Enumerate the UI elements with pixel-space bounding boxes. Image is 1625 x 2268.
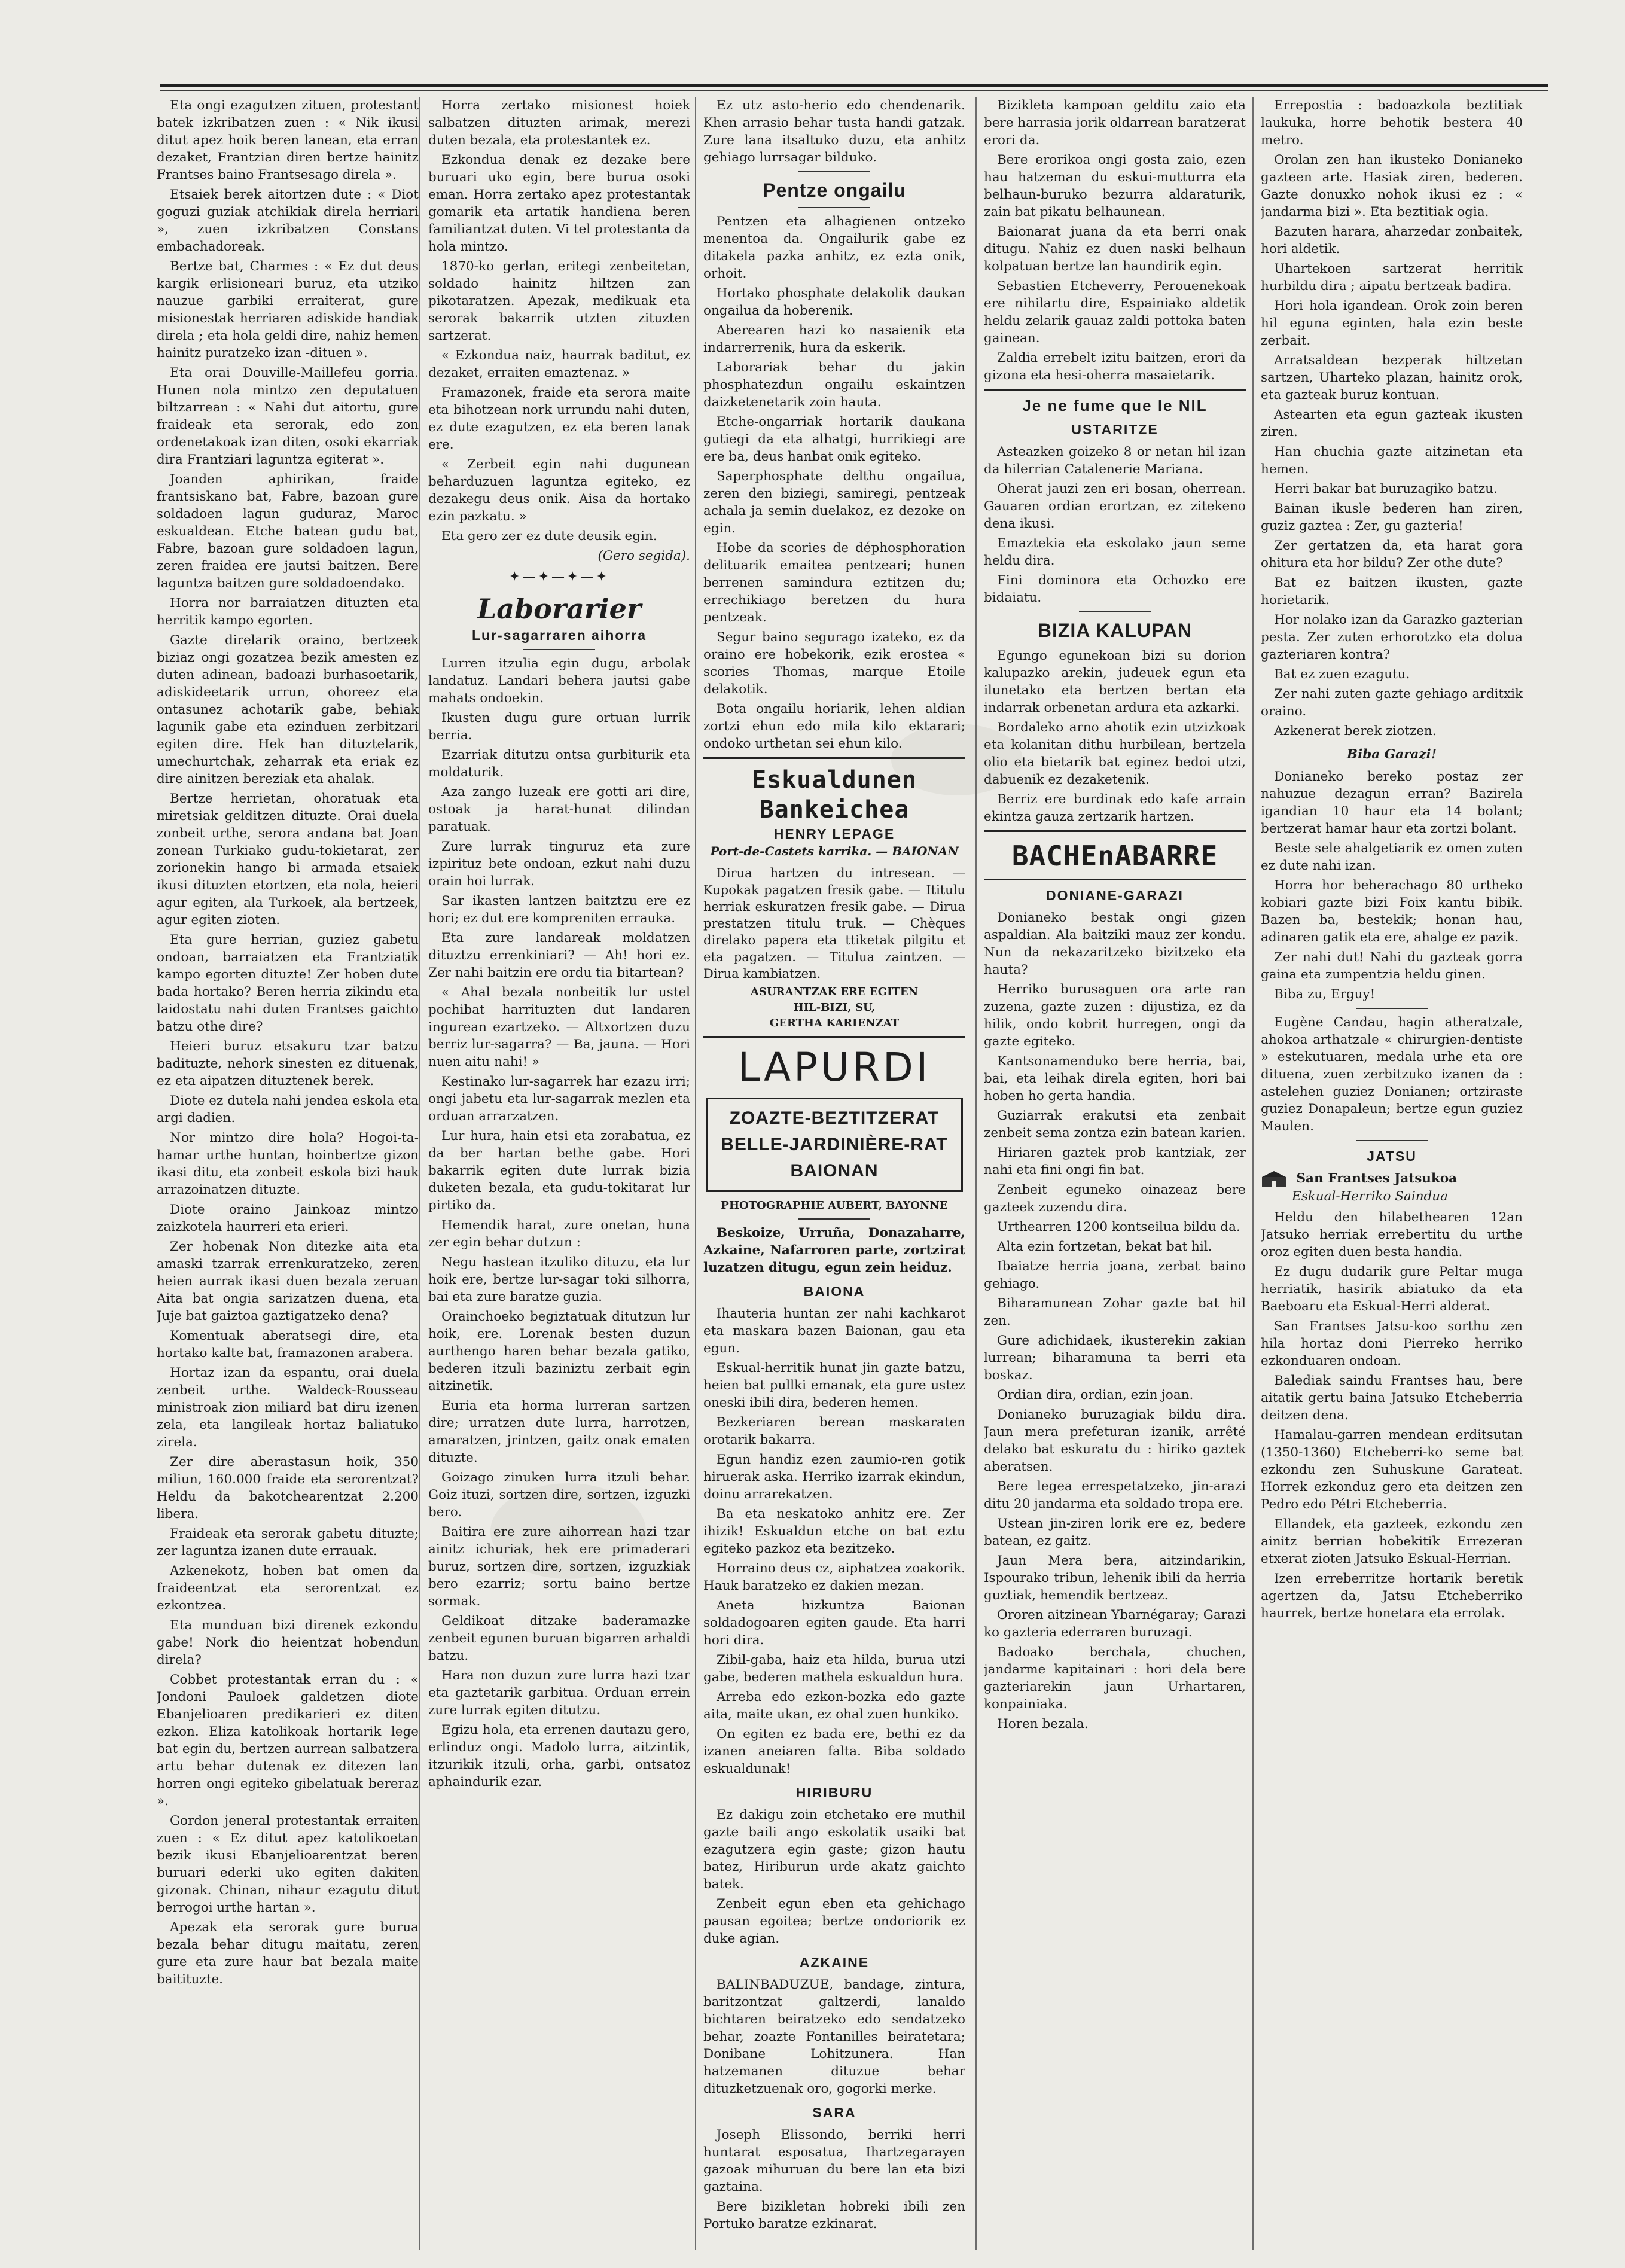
rule	[798, 1218, 870, 1220]
paragraph: Apezak eta serorak gure burua bezala behar ditugu maitatu, zeren gure eta zure haur bat bezala maite baitituzte.	[157, 1920, 419, 1987]
paragraph: Hori hola igandean. Orok zoin beren hil eguna eginten, hala ezin beste zerbait.	[1261, 298, 1523, 348]
baiona-article	[703, 1305, 965, 1778]
paragraph: Hamalau-garren mendean erditsutan (1350-1360) Etcheberri-ko seme bat ezkondu zen Suhuskune Garateat. Horrek ezkonduz gero eta deitzen zen Pedro edo Pétri Etcheberria.	[1261, 1428, 1523, 1512]
bank-footer-2: HIL-BIZI, SU,	[793, 1001, 876, 1014]
column-5-top	[1261, 97, 1523, 740]
rule	[1356, 1008, 1428, 1009]
column-1-text	[157, 97, 419, 1988]
paragraph: Framazonek, fraide eta serora maite eta bihotzean nork urrundu nahi duten, ez dute ezagutzen, ez eta beren lanak ere.	[428, 385, 690, 452]
paragraph: Ellandek, eta gazteek, ezkondu zen ainitz berrian hobekitik Errezeran etxerat zioten Jatsuko Eskual-Herrian.	[1261, 1517, 1523, 1566]
candau-notice: Eugène Candau, hagin atheratzale, ahokoa arthatzale « chirurgien-dentiste » estekutuaren, medala urhe eta ore dituena, zuen zerbitzuko izanen da : astelehen guziez Donianen; ortziraste guziez Donapaleun; bertze egun guziez Maulen.	[1261, 1015, 1523, 1134]
sara-title: SARA	[812, 2105, 856, 2120]
bank-title: Eskualdunen Bankeichea	[752, 766, 917, 824]
paragraph: Bat ez baitzen ikusten, gazte horietarik.	[1261, 575, 1523, 608]
paragraph: Egizu hola, eta errenen dautazu gero, erlinduz ongi. Madolo lurra, aitzintik, itzurikik itzuli, orha, garbi, ontsatoz aphaindurik ezar.	[428, 1723, 690, 1790]
paragraph: Hortako phosphate delakolik daukan ongailua da hoberenik.	[703, 286, 965, 318]
paragraph: Aza zango luzeak ere gotti ari dire, ostoak ja harat-hunat dilindan paratuak.	[428, 785, 690, 834]
paragraph: Bat ez zuen ezagutu.	[1274, 667, 1410, 682]
paragraph: Bizikleta kampoan gelditu zaio eta bere harrasia jorik oldarrean baratzerat erori da.	[984, 98, 1246, 148]
paragraph: San Frantses Jatsu-koo sorthu zen hila hortaz doni Pierreko herriko ezkonduaren ondoan.	[1261, 1319, 1523, 1368]
kalupan-article	[984, 647, 1246, 825]
paragraph: Donianeko bereko postaz zer nahuzue dezagun erran? Bazirela igandian 10 haur eta 14 bolant; bertzerat hamar haur eta zortzi bolant.	[1261, 769, 1523, 836]
paragraph: Badoako berchala, chuchen, jandarme kapitainari : hori dela bere gazteriarekin jaun Urhartaren, konpainiaka.	[984, 1645, 1246, 1712]
laborarier-article	[428, 655, 690, 1791]
paragraph: Izen erreberritze hortarik beretik agertzen da, Jatsu Etcheberriko haurrek, bertze honetara eta errolak.	[1261, 1571, 1523, 1621]
paragraph: Lur hura, hain etsi eta zorabatua, ez da ber hartan bethe gabe. Hori bakarrik egiten dute lurrak bizia duketen bezala, eta gudu-tokitarat lur pirtiko da.	[428, 1129, 690, 1213]
rule	[984, 830, 1246, 832]
paragraph: Eta zure landareak moldatzen dituztzu errenkiniari? — Ah! hori ez. Zer nahi baitzin ere ordu tia bitartean?	[428, 931, 690, 980]
bank-footer-3: GERTHA KARIENZAT	[769, 1017, 900, 1029]
paragraph: Bertze herrietan, ohoratuak eta miretsiak gelditzen dituzte. Orai duela zonbeit urthe, serora andana bat Joan zonean Turkiako gudu-tokietarat, zer zorionekin hango bi armada etsaiek ikusi dituzten etortzen, eta nola, heieri agur egiten, ala Turkoek, ala bertzeek, agur egiten zioten.	[157, 791, 419, 928]
azkaine-article	[703, 1976, 965, 2098]
ornament-divider: ✦—✦—✦—✦	[509, 569, 609, 584]
paragraph: Ordian dira, ordian, ezin joan.	[997, 1388, 1194, 1403]
paragraph: Egun handiz ezen zaumio-ren gotik hiruerak aska. Herriko izarrak ekindun, doinu arrarekatzen.	[703, 1452, 965, 1502]
paragraph: Errepostia : badoazkola beztitiak laukuka, horre behotik bestera 40 metro.	[1261, 98, 1523, 148]
paragraph: Heldu den hilabethearen 12an Jatsuko herriak errebertitu du urthe oroz egiten duen besta handia.	[1261, 1210, 1523, 1260]
ustaritze-article	[984, 443, 1246, 606]
paragraph: Bertze bat, Charmes : « Ez dut deus kargik erlisioneari buruz, eta utziko nauzue garbiki erraiterat, gure misionestak herriaren adiskide handiak direla ; eta hola geldi dire, nahiz hemen hainitz puratzeko izan -dituen ».	[157, 259, 419, 361]
paragraph: Egungo egunekoan bizi su dorion kalupazko arekin, judeuek egun eta ilunetako eta bertzen bertan eta indarrak orbenetan ardura eta azkarki.	[984, 648, 1246, 715]
to-be-continued: (Gero segida).	[597, 548, 690, 563]
column-divider	[695, 97, 696, 2250]
ustaritze-title: USTARITZE	[1071, 422, 1158, 437]
donianekoa-title: DONIANE-GARAZI	[1046, 888, 1184, 903]
jatsu-subtitle: San Frantses Jatsukoa	[1296, 1171, 1458, 1186]
bank-text: Dirua hartzen du intresean. — Kupokak pagatzen fresik gabe. — Ititulu herriak eskuratzen fresik gabe. — Dirua prestatzen titulu truk. — Chèques direlako papera eta ttiketak pilgitu et eta pagatzen. — Titulua zaintzen. — Dirua kambiatzen.	[703, 866, 965, 981]
bank-footer-1: ASURANTZAK ERE EGITEN	[750, 986, 919, 998]
paragraph: Hor nolako izan da Garazko gazterian pesta. Zer zuten erhorotzko eta dolua gazteriaren kontra?	[1261, 612, 1523, 662]
paragraph: Gazte direlarik oraino, bertzeek biziaz ongi gozatzea bezik amesten ez duten adinean, badoazi burhasoetarik, adiskideetarik urrun, ohoreez eta ontasunez achotarik gabe, behiak lagunik gabe eta ezinduen zerbitzari egiten dire. Hek han dituztelarik, umechurtchak, zeharrak eta eriak ez dire ainitzen bereziak eta ahalak.	[157, 633, 419, 787]
bank-address: Port-de-Castets karrika. — BAIONAN	[710, 844, 959, 858]
paragraph: Euria eta horma lurreran sartzen dire; urratzen dute lurra, harrotzen, amaratzen, jrintzen, gaitz onak ematen dituzte.	[428, 1398, 690, 1465]
paragraph: Eta gure herrian, guziez gabetu ondoan, barraiatzen eta Frantziatik kampo egorten dituzte! Zer hoben dute bada hortako? Beren herria zikindu eta laidostatu nahi duten Frantses gaichto batzu othe dire?	[157, 932, 419, 1034]
garazi-article	[1261, 768, 1523, 1003]
paragraph: Baionarat juana da eta berri onak ditugu. Nahiz ez duen naski belhaun kolpatuan bertze lan haundirik egin.	[984, 224, 1246, 274]
paragraph: Urthearren 1200 kontseilua bildu da.	[997, 1220, 1240, 1234]
paragraph: Eta orai Douville-Maillefeu gorria. Hunen nola mintzo zen deputatuen biltzarrean : « Nahi dut aitortu, gure fraideak eta serorak, edo zon ordenetakoak izan diten, osoki ekarriak dira Frantziari laguntza egiterat ».	[157, 365, 419, 467]
church-icon	[1261, 1170, 1287, 1188]
pentze-article	[703, 213, 965, 752]
pentze-heading	[703, 178, 965, 208]
paragraph: Zure lurrak tinguruz eta zure izpirituz bete ondoan, ezkut nahi duzu orain hoi lurrak.	[428, 839, 690, 889]
paragraph: Hobe da scories de déphosphoration delituarik emaitea pentzeari; hunen berrenen samindura eztitzen du; errechikiago beretzen du hura pentzeak.	[703, 541, 965, 625]
rule	[703, 1036, 965, 1038]
paragraph: Arratsaldean bezperak hiltzetan sartzen, Uharteko plazan, hainitz orok, eta gazteak buruz kontuan.	[1261, 353, 1523, 403]
bank-owner: HENRY LEPAGE	[773, 826, 895, 842]
paragraph: Gure adichidaek, ikusterekin zakian lurrean; biharamuna ta berri eta boskaz.	[984, 1333, 1246, 1383]
paragraph: Bere erorikoa ongi gosta zaio, ezen hau hatzeman du eskui-mutturra eta belhaun-buruko bezurra aldaraturik, zain bat pikatu belhaunean.	[984, 153, 1246, 220]
column-2-text	[428, 97, 690, 545]
jatsu-subtitle-2: Eskual-Herriko Saindua	[1292, 1189, 1448, 1204]
paragraph: Horra zertako misionest hoiek salbatzen dituzten arimak, merezi duten bezala, eta protestantek ez.	[428, 98, 690, 148]
column-4	[984, 97, 1246, 2250]
paper-stain	[891, 724, 1023, 795]
paragraph: Bota ongailu horiarik, lehen aldian zortzi ehun edo mila kilo ektarari; ondoko urthetan sei ehun kilo.	[703, 702, 965, 751]
paragraph: Fraideak eta serorak gabetu dituzte; zer laguntza izanen dute errauak.	[157, 1526, 419, 1559]
paragraph: Balediak saindu Frantses hau, bere aitatik gertu baina Jatsuko Etcheberria deitzen dena.	[1261, 1373, 1523, 1423]
nil-title: Je ne fume que le NIL	[1022, 397, 1208, 414]
kalupan-title: BIZIA KALUPAN	[1037, 620, 1193, 641]
paragraph: Ezarriak ditutzu ontsa gurbiturik eta moldaturik.	[428, 748, 690, 780]
baiona-title: BAIONA	[803, 1284, 865, 1299]
rule	[798, 171, 870, 172]
paragraph: Negu hastean itzuliko dituzu, eta lur hoik ere, bertze lur-sagar toki silhorra, bai eta zure baratze guzia.	[428, 1255, 690, 1304]
paragraph: Kantsonamenduko bere herria, bai, bai, eta leihak direla egiten, hori bai hoben ho gerta handia.	[984, 1054, 1246, 1103]
paragraph: On egiten ez bada ere, bethi ez da izanen aneiaren falta. Biba soldado eskualdunak!	[703, 1727, 965, 1776]
paragraph: Hortaz izan da espantu, orai duela zenbeit urthe. Waldeck-Rousseau ministroak zion miliard bat diru izenen zela, eta langileak hortaz baliatuko zirela.	[157, 1365, 419, 1450]
paragraph: Bordaleko arno ahotik ezin utzizkoak eta kolanitan dithu hurbilean, bertzela olio eta bietarik bat eginez bedoi utzi, dabuenik ez dezaketenik.	[984, 720, 1246, 787]
rule	[798, 207, 870, 208]
paragraph: Bere bizikletan hobreki ibili zen Portuko baratze ezkinarat.	[703, 2199, 965, 2232]
paragraph: Baitira ere zure aihorrean hazi tzar ainitz ichuriak, hek ere primaderari buruz, sortzen dire, sortzen, izguzkiak bero ezarriz; sortu baino bertze sormak.	[428, 1525, 690, 1609]
paragraph: Segur baino segurago izateko, ez da oraino ere hobekorik, ezik erostea « scories Thomas, marque Etoile delakotik.	[703, 630, 965, 697]
column-divider	[1252, 97, 1254, 2250]
paragraph: Ibaiatze herria joana, zerbat baino gehiago.	[984, 1259, 1246, 1291]
paragraph: Horraino deus cz, aiphatzea zoakorik. Hauk baratzeko ez dakien mezan.	[703, 1561, 965, 1593]
paragraph: Zibil-gaba, haiz eta hilda, burua utzi gabe, bederen mathela eskualdun hura.	[703, 1653, 965, 1685]
paragraph: Emaztekia eta eskolako jaun seme heldu dira.	[984, 536, 1246, 568]
paragraph: Bazuten harara, aharzedar zonbaitek, hori aldetik.	[1261, 224, 1523, 257]
paragraph: Ez dugu dudarik gure Peltar muga herriatik, hasirik abiatuko da eta Baeboaru eta Eskual-Herri alderat.	[1261, 1264, 1523, 1314]
paragraph: Bere legea errespetatzeko, jin-arazi ditu 20 jandarma eta soldado tropa ere.	[984, 1479, 1246, 1511]
paragraph: Bezkeriaren berean maskaraten orotarik bakarra.	[703, 1415, 965, 1447]
top-rule	[160, 84, 1548, 87]
section-title: Laborarier	[477, 593, 642, 625]
paragraph: Aberearen hazi ko nasaienik eta indarrerrenik, hura da eskerik.	[703, 323, 965, 355]
paragraph: Hiriaren gaztek prob kantziak, zer nahi eta fini ongi fin bat.	[984, 1145, 1246, 1178]
paragraph: Herriko burusaguen ora arte ran zuzena, gazte zuzen : dijustiza, ez da hilik, ondo kobrit hurregen, ongi da gazte egiteko.	[984, 982, 1246, 1049]
paragraph: Zer dire aberastasun hoik, 350 miliun, 160.000 fraide eta serorentzat? Heldu da bakotchearentzat 2.200 libera.	[157, 1455, 419, 1522]
paragraph: Orainchoeko begiztatuak ditutzun lur hoik, ere. Lorenak besten duzun aurthengo haren behar bezala gatiko, bederen itzuli baziniztu zerbait egin aitzinetik.	[428, 1309, 690, 1394]
paragraph: Han chuchia gazte aitzinetan eta hemen.	[1261, 444, 1523, 477]
column-3-intro	[703, 97, 965, 166]
column-4-top	[984, 97, 1246, 384]
paragraph: Etche-ongarriak hortarik daukana gutiegi da eta alhatgi, hurrikiegi are ere ba, deus hanbat onik egiteko.	[703, 414, 965, 464]
paragraph: Donianeko buruzagiak bildu dira. Jaun mera prefeturan izanik, arrêté delako bat eskuratu du : hiriko gaztek aberatsen.	[984, 1407, 1246, 1474]
column-divider	[419, 97, 420, 2250]
article-title: Lur-sagarraren aihorra	[472, 627, 647, 643]
paragraph: Berriz ere burdinak edo kafe arrain ekintza gauza zertzarik hartzen.	[984, 792, 1246, 824]
column-2	[428, 97, 690, 2250]
paragraph: Jaun Mera bera, aitzindarikin, Ispourako tribun, lehenik ibili da herria guztiak, hemendik bertzeaz.	[984, 1553, 1246, 1603]
paragraph: Gordon jeneral protestantak erraiten zuen : « Ez ditut apez katolikoetan bezik ikusi Ebanjelioarentzat beren buruari ederki uko egiten dakiten gizonak. Chinan, nihaur ezagutu ditut berrogoi urthe hartan ».	[157, 1813, 419, 1915]
paragraph: Nor mintzo dire hola? Hogoi-ta-hamar urthe huntan, hoinbertze gizon ikasi ditu, eta zonbeit eskola bizi hauk arrazoinatzen dituzte.	[157, 1130, 419, 1197]
paragraph: Heieri buruz etsakuru tzar batzu badituzte, nehork sinesten ez dituenak, ez eta aipatzen dituztenek berek.	[157, 1039, 419, 1089]
paragraph: Ikusten dugu gure ortuan lurrik berria.	[428, 711, 690, 743]
lapurdi-heading	[703, 1044, 965, 1092]
paragraph: Fini dominora eta Ochozko ere bidaiatu.	[984, 573, 1246, 605]
paragraph: Pentzen eta alhagienen ontzeko menentoa da. Ongailurik gabe ez ditakela pazka anhitz, ez ezta onik, orhoit.	[703, 214, 965, 281]
donianekoa-article	[984, 909, 1246, 1733]
paragraph: BALINBADUZUE, bandage, zintura, baritzontzat galtzerdi, lanaldo bichtaren beiratzeko edo sendatzeko behar, zoazte Fontanilles beiratetara; Donibane Lohitzunera. Han hatzemanen dituzue behar dituzketzuenak oro, gogorki merke.	[703, 1977, 965, 2096]
paragraph: Ustean jin-ziren lorik ere ez, bedere batean, ez gaitz.	[984, 1516, 1246, 1548]
paragraph: « Ezkondua naiz, haurrak baditut, ez dezaket, erraiten emaztenaz. »	[428, 348, 690, 380]
paragraph: Herri bakar bat buruzagiko batzu.	[1274, 481, 1498, 496]
paragraph: Diote ez dutela nahi jendea eskola eta argi dadien.	[157, 1093, 419, 1126]
laborarier-heading	[428, 592, 690, 650]
hiriburu-article	[703, 1806, 965, 1947]
paragraph: Eta gero zer ez dute deusik egin.	[441, 529, 657, 544]
column-1	[157, 97, 419, 2250]
paragraph: Donianeko bestak ongi gizen aspaldian. Ala baitziki mauz zer kondu. Nun da nekazaritzeko bizitzeko eta hauta?	[984, 910, 1246, 977]
rule	[984, 389, 1246, 391]
paragraph: Ez dakigu zoin etchetako ere muthil gazte baili ango eskolatik usaiki bat ezagutzera egin gaste; gizon hautu batez, Hiriburun urde akatz gaichto batek.	[703, 1807, 965, 1892]
paragraph: Zer hobenak Non ditezke aita eta amaski tzarrak errenkuratzeko, zeren heien aurrak ikasi duen bezala zeruan Aita bat ongia sarizatzen duena, eta Juje bat gaiztoa gaztigatzeko dena?	[157, 1239, 419, 1324]
lapurdi-title: LAPURDI	[737, 1044, 931, 1090]
sara-article	[703, 2126, 965, 2233]
rule	[1356, 1140, 1428, 1141]
paragraph: Zaldia errebelt izitu baitzen, erori da gizona eta hesi-oherra masaietarik.	[984, 350, 1246, 383]
paragraph: Goizago zinuken lurra itzuli behar. Goiz ituzi, sortzen dire, sortzen, izguzki bero.	[428, 1470, 690, 1520]
paragraph: Biharamunean Zohar gazte bat hil zen.	[984, 1296, 1246, 1328]
ad-line-3: BAIONAN	[790, 1161, 879, 1181]
paragraph: Cobbet protestantak erran du : « Jondoni Pauloek galdetzen diote Ebanjelioaren predikarieri ez diten ezkon. Eliza katolikoak hortarik lege bat egin du, bertzen aurrean salbatzera artu behar dutenak ez ditezen lan horren ongi egiteko gibelatuak bereraz ».	[157, 1672, 419, 1809]
bache-title: BACHEnABARRE	[1011, 840, 1218, 872]
paragraph: Azkenerat berek ziotzen.	[1274, 724, 1437, 739]
paragraph: Eskual-herritik hunat jin gazte batzu, heien bat pullki emanak, eta gure ustez oneski ibili dira, bederen hemen.	[703, 1361, 965, 1410]
paragraph: Hemendik harat, zure onetan, huna zer egin behar dutzun :	[428, 1218, 690, 1250]
paragraph: Etsaiek berek aitortzen dute : « Diot goguzi guziak atchikiak direla herriari », zuen izkribatzen Constans embachadoreak.	[157, 187, 419, 254]
paragraph: Uhartekoen sartzerat herritik hurbildu dira ; aipatu bertzeak badira.	[1261, 261, 1523, 294]
jatsu-title: JATSU	[1367, 1148, 1417, 1164]
paragraph: Guziarrak erakutsi eta zenbait zenbeit sema zontza ezin batean karien.	[984, 1108, 1246, 1141]
paragraph: Asteazken goizeko 8 or netan hil izan da hilerrian Catalenerie Mariana.	[984, 444, 1246, 477]
lapurdi-intro: Beskoize, Urruña, Donazaharre, Azkaine, Nafarroren parte, zortzirat luzatzen ditugu, egun zein heiduz.	[703, 1226, 965, 1275]
paragraph: Aneta hizkuntza Baionan soldadogoaren egiten gaude. Eta harri hori dira.	[703, 1598, 965, 1648]
paragraph: « Zerbeit egin nahi dugunean beharduzuen laguntza egiteko, ez dezakegu deus onik. Aisa da hortako ezin pazkatu. »	[428, 457, 690, 524]
paragraph: Sar ikasten lantzen baitztzu ere ez hori; ez dut ere kompreniten errauka.	[428, 894, 690, 926]
paragraph: Azkenekotz, hoben bat omen da fraideentzat eta serorentzat ez ezkontzea.	[157, 1563, 419, 1613]
paragraph: 1870-ko gerlan, eritegi zenbeitetan, soldado hainitz hiltzen zan pikotaratzen. Apezak, medikuak eta serorak bakarrik utzten zituzten sartzerat.	[428, 259, 690, 343]
paragraph: Astearten eta egun gazteak ikusten ziren.	[1261, 407, 1523, 440]
paragraph: Laborariak behar du jakin phosphatezdun ongailu eskaintzen daizketenetarik zoin hauta.	[703, 360, 965, 410]
paragraph: Kestinako lur-sagarrek har ezazu irri; ongi jabetu eta lur-sagarrak mezlen eta orduan arrarzatzen.	[428, 1074, 690, 1124]
paragraph: Zer nahi zuten gazte gehiago arditxik oraino.	[1261, 687, 1523, 719]
paragraph: Zer gertatzen da, eta harat gora ohitura eta hor bildu? Zer othe dute?	[1261, 538, 1523, 571]
paragraph: Ezkondua denak ez dezake bere buruari uko egin, bere burua osoki eman. Horra zertako apez protestantak gomarik eta artatik handiena beren familiantzat duten. Vi tel protestanta da hola mintzo.	[428, 153, 690, 254]
rule	[984, 879, 1246, 880]
paragraph: Alta ezin fortzetan, bekat bat hil.	[997, 1239, 1212, 1254]
column-3	[703, 97, 965, 2250]
column-divider	[975, 97, 977, 2250]
paragraph: Saperphosphate delthu ongailua, zeren den biziegi, samiregi, pentzeak achala ja semin duelakoz, ez dezoke on egin.	[703, 469, 965, 536]
paragraph: Zenbeit egun eben eta gehichago pausan egoitea; bertze ondoriorik ez duke agian.	[703, 1897, 965, 1946]
paragraph: Geldikoat ditzake baderamazke zenbeit egunen buruan bigarren arhaldi batzu.	[428, 1614, 690, 1663]
paragraph: Horra hor beherachago 80 urtheko kobiari gazte bizi Foix kantu bibik. Bazen ba, bestekik; honan hau, adinaren gatik eta ere, ahalge ez pazik.	[1261, 878, 1523, 945]
paragraph: Beste sele ahalgetiarik ez omen zuten ez dute nahi izan.	[1261, 841, 1523, 873]
paragraph: Orolan zen han ikusteko Donianeko gazteen arte. Hasiak ziren, bederen. Gazte donuxko nohok ikusi ez : « jandarma bizi ». Eta beztitiak ogia.	[1261, 153, 1523, 220]
paragraph: Horen bezala.	[997, 1717, 1089, 1732]
rule	[523, 649, 595, 650]
paragraph: Bainan ikusle bederen han ziren, guziz gaztea : Zer, gu gazteria!	[1261, 501, 1523, 534]
paragraph: « Ahal bezala nonbeitik lur ustel pochibat harrituzten dut landaren ingurean ezartzeko. — Altxortzen duzu berriz lur-sagarra? — Ba, jauna. — Hori nuen aitu nahi! »	[428, 985, 690, 1069]
paragraph: Joanden aphirikan, fraide frantsiskano bat, Fabre, bazoan gure soldadoen lagun guduraz, Maroc eskualdean. Etche batean gudu bat, Fabre, bazoan gure soldadoen lagun, zeren fraidea ere jautsi baitzen. Bere laguntza baitzen gure soldadoendako.	[157, 472, 419, 591]
paragraph: Ba eta neskatoko anhitz ere. Zer ihizik! Eskualdun etche on bat eztu egiteko pazkoz eta bezitzeko.	[703, 1507, 965, 1556]
paper-stain	[490, 1483, 646, 1579]
paragraph: Eta ongi ezagutzen zituen, protestant batek izkribatzen zuen : « Nik ikusi ditut apez hoik beren lanean, eta erran dezaket, Frantzian diren bertze hainitz Frantses baino Frantsesago direla ».	[157, 98, 419, 182]
belle-jardiniere-ad	[706, 1098, 963, 1192]
paragraph: Lurren itzulia egin dugu, arbolak landatuz. Landari behera jautsi gabe mahats ondoekin.	[428, 656, 690, 706]
rule	[1079, 611, 1151, 612]
photographer-credit: PHOTOGRAPHIE AUBERT, BAYONNE	[721, 1199, 948, 1212]
ad-line-2: BELLE-JARDINIÈRE-RAT	[721, 1135, 948, 1154]
paragraph: Sebastien Etcheverry, Perouenekoak ere nihilartu dire, Espainiako aldetik heldu zelarik gauaz zaldi pottoka baten gainean.	[984, 279, 1246, 346]
paragraph: Hara non duzun zure lurra hazi tzar eta gaztetarik garbitua. Orduan errein zure lurrak egiten ditutzu.	[428, 1668, 690, 1718]
top-rule-thin	[160, 90, 1548, 91]
jatsu-subheading	[1261, 1170, 1523, 1188]
paragraph: Ihauteria huntan zer nahi kachkarot eta maskara bazen Baionan, gau eta egun.	[703, 1306, 965, 1356]
paragraph: Oherat jauzi zen eri bosan, oherrean. Gauaren ordian erortzan, ez zitekeno dena ikusi.	[984, 481, 1246, 531]
paragraph: Zenbeit eguneko oinazeaz bere gazteek zuzendu dira.	[984, 1182, 1246, 1215]
column-5	[1261, 97, 1523, 2250]
garazi-title: Biba Garazi!	[1346, 747, 1437, 762]
paragraph: Ez utz asto-herio edo chendenarik. Khen arrasio behar tusta handi gatzak. Zure lana itsaltuko duzu, eta anhitz gehiago lurrsagar bilduko.	[703, 98, 965, 165]
paragraph: Arreba edo ezkon-bozka edo gazte aita, maite ukan, ez ohal zuen hunkiko.	[703, 1690, 965, 1722]
paragraph: Biba zu, Erguy!	[1274, 987, 1376, 1002]
paragraph: Eta munduan bizi direnek ezkondu gabe! Nork dio heientzat hobendun direla?	[157, 1618, 419, 1668]
paragraph: Komentuak aberatsegi dire, eta hortako kalte bat, framazonen arabera.	[157, 1328, 419, 1361]
ad-line-1: ZOAZTE-BEZTITZERAT	[729, 1108, 940, 1128]
hiriburu-title: HIRIBURU	[795, 1785, 873, 1800]
azkaine-title: AZKAINE	[799, 1955, 870, 1970]
paragraph: Zer nahi dut! Nahi du gazteak gorra gaina eta zumpentzia heldu ginen.	[1261, 950, 1523, 982]
jatsu-article	[1261, 1209, 1523, 1622]
paragraph: Horra nor barraiatzen dituzten eta herritik kampo egorten.	[157, 596, 419, 628]
paragraph: Joseph Elissondo, berriki herri huntarat esposatua, Ihartzegarayen gazoak mihuruan du bere lan eta bizi gaztaina.	[703, 2127, 965, 2194]
nil-ad	[984, 397, 1246, 414]
paragraph: Ororen aitzinean Ybarnégaray; Garazi ko gazteria ederraren buruzagi.	[984, 1608, 1246, 1640]
paragraph: Diote oraino Jainkoaz mintzo zaizkotela haurreri eta erieri.	[157, 1202, 419, 1234]
pentze-title: Pentze ongailu	[763, 179, 906, 201]
